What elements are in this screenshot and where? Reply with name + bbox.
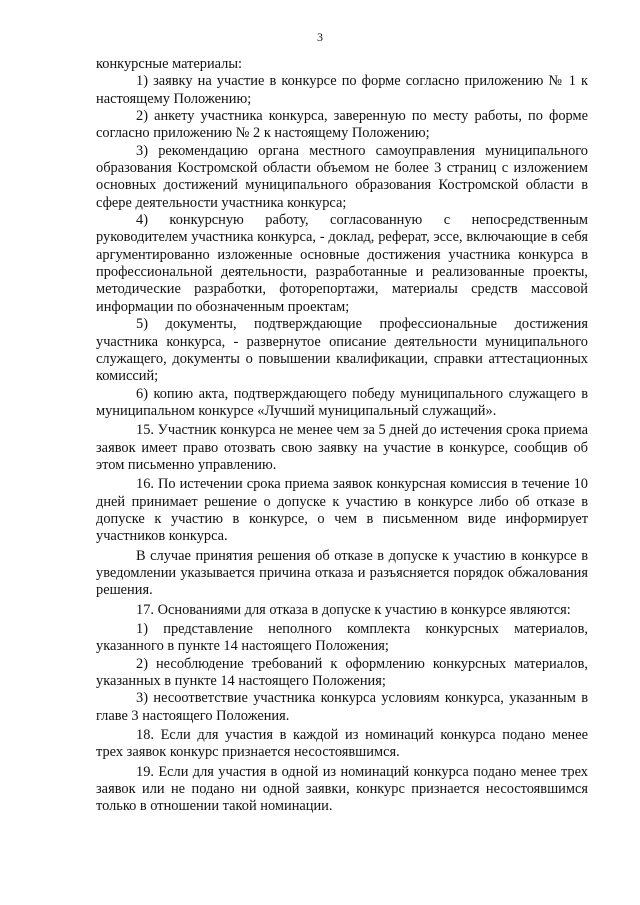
list-item: 3) рекомендацию органа местного самоуправления муниципального образования Костромской области объемом не более 3 страниц с изложением основных достижений муниципального образования Костромской области в сфере деятельности участника конкурса; <box>96 142 588 211</box>
list-item: 6) копию акта, подтверждающего победу муниципального служащего в муниципальном конкурсе «Лучший муниципальный служащий». <box>96 385 588 419</box>
paragraph: 18. Если для участия в каждой из номинаций конкурса подано менее трех заявок конкурс признается несостоявшимся. <box>96 727 588 761</box>
list-item: 2) анкету участника конкурса, заверенную по месту работы, по форме согласно приложению № 2 к настоящему Положению; <box>96 108 588 142</box>
list-item: 4) конкурсную работу, согласованную с непосредственным руководителем участника конкурса, - доклад, реферат, эссе, включающие в себя аргументированно изложенные основные достижения участника конкурса в профессиональной деятельности, разработанные и реализованные проекты, методические разработки, фоторепортажи, материалы средств массовой информации по обозначенным проектам; <box>96 212 588 315</box>
list-item: 3) несоответствие участника конкурса условиям конкурса, указанным в главе 3 настоящего Положения. <box>96 690 588 724</box>
list-item: 5) документы, подтверждающие профессиональные достижения участника конкурса, - развернутое описание деятельности муниципального служащего, документы о повышении квалификации, справки аттестационных комиссий; <box>96 316 588 385</box>
list-item: 1) заявку на участие в конкурсе по форме согласно приложению № 1 к настоящему Положению; <box>96 73 588 107</box>
paragraph: 17. Основаниями для отказа в допуске к участию в конкурсе являются: <box>136 601 571 618</box>
paragraph: 15. Участник конкурса не менее чем за 5 дней до истечения срока приема заявок имеет право отозвать свою заявку на участие в конкурсе, сообщив об этом письменно управлению. <box>96 422 588 473</box>
page-number: 3 <box>317 30 323 44</box>
list-item: 1) представление неполного комплекта конкурсных материалов, указанного в пункте 14 настоящего Положения; <box>96 621 588 655</box>
list-item: 2) несоблюдение требований к оформлению конкурсных материалов, указанных в пункте 14 настоящего Положения; <box>96 655 588 690</box>
document-body <box>96 56 588 816</box>
paragraph: В случае принятия решения об отказе в допуске к участию в конкурсе в уведомлении указывается причина отказа и разъясняется порядок обжалования решения. <box>96 547 588 599</box>
paragraph: конкурсные материалы: <box>96 56 243 72</box>
paragraph: 16. По истечении срока приема заявок конкурсная комиссия в течение 10 дней принимает решение о допуске к участию в конкурсе либо об отказе в допуске к участию в конкурсе, о чем в письменном виде информирует участников конкурса. <box>96 476 588 545</box>
paragraph: 19. Если для участия в одной из номинаций конкурса подано менее трех заявок или не подано ни одной заявки, конкурс признается несостоявшимся только в отношении такой номинации. <box>96 763 588 815</box>
